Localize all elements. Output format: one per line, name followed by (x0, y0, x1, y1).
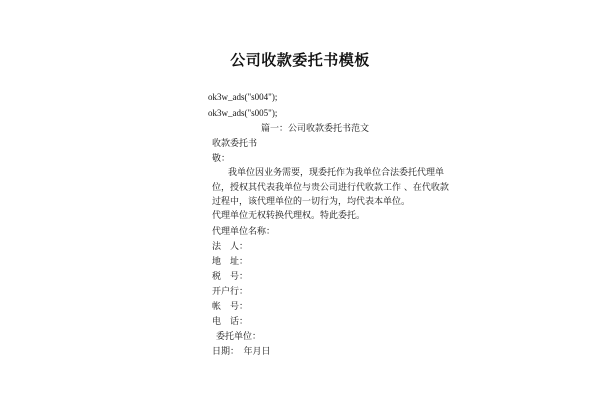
document-title: 公司收款委托书模板 (230, 51, 370, 69)
signature-line: 委托单位： (216, 332, 262, 342)
field-tax-number: 税 号： (212, 272, 249, 282)
field-agent-name: 代理单位名称： (212, 227, 276, 237)
salutation: 敬： (212, 154, 231, 164)
body-line-4: 代理单位无权转换代理权。特此委托。 (212, 211, 366, 221)
field-account: 帐 号： (212, 302, 249, 312)
field-address: 地 址： (212, 257, 249, 267)
doc-name: 收款委托书 (212, 139, 258, 149)
body-line-1: 我单位因业务需要，现委托作为我单位合法委托代理单 (228, 168, 445, 178)
field-bank: 开户行： (212, 287, 249, 297)
field-legal-person: 法 人： (212, 242, 249, 252)
field-phone: 电 话： (212, 317, 249, 327)
body-line-3: 过程中，该代理单位的一切行为，均代表本单位。 (212, 197, 411, 207)
section-heading: 篇一：公司收款委托书范文 (261, 124, 370, 134)
body-line-2: 位，授权其代表我单位与贵公司进行代收款工作 、在代收款 (212, 183, 449, 193)
code-line-1: ok3w_ads("s004"); (208, 92, 278, 102)
code-line-2: ok3w_ads("s005"); (208, 108, 278, 118)
date-line: 日期： 年月日 (212, 347, 271, 357)
